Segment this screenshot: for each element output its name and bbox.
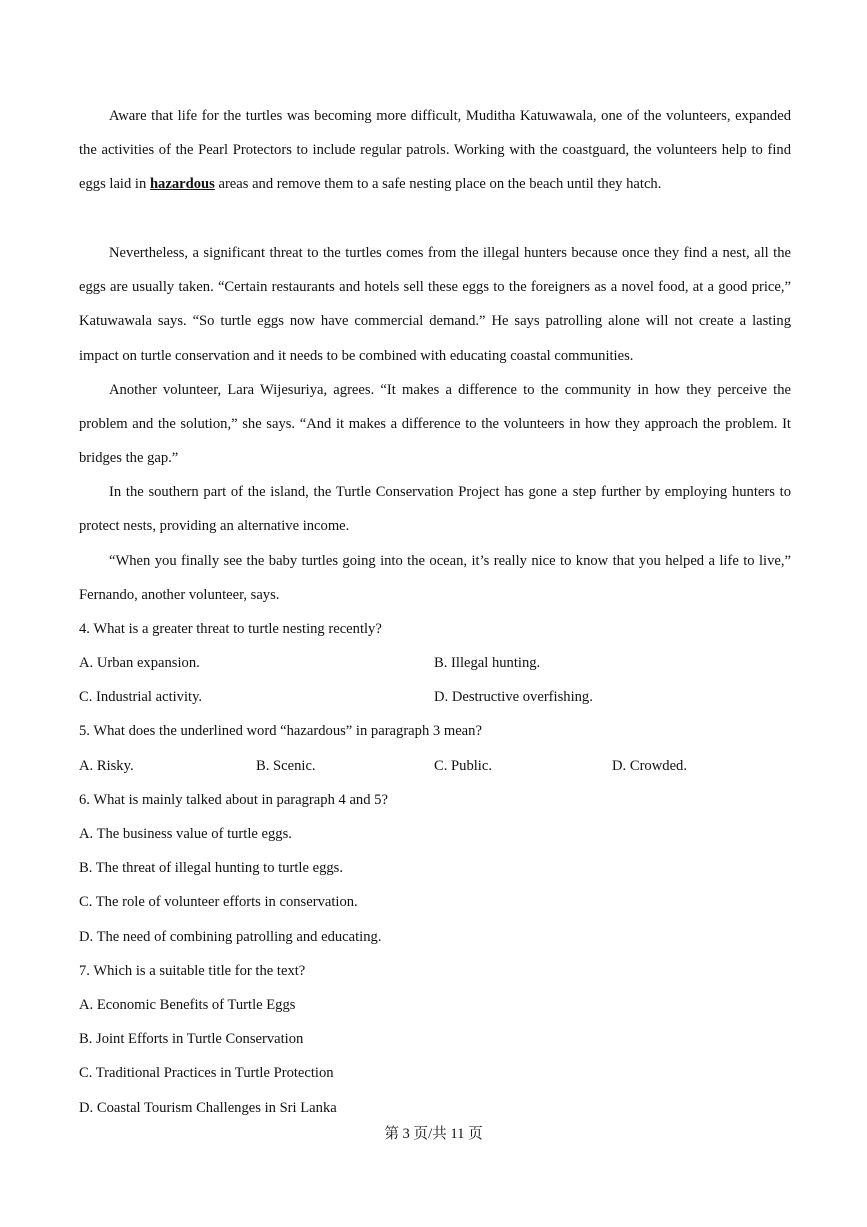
question-5-stem: 5. What does the underlined word “hazardous” in paragraph 3 mean? xyxy=(79,723,482,739)
question-4-option-d[interactable]: D. Destructive overfishing. xyxy=(434,689,593,705)
question-6-option-c[interactable]: C. The role of volunteer efforts in conservation. xyxy=(79,894,358,910)
question-4-option-a[interactable]: A. Urban expansion. xyxy=(79,655,200,671)
question-7-option-d[interactable]: D. Coastal Tourism Challenges in Sri Lanka xyxy=(79,1100,337,1116)
paragraph-1-text-start: Aware that life for the turtles was becoming more difficult, Muditha Katuwawala, one of the volunteers, expanded the activities of the Pearl Protectors to include regular patrols. Working with the coastguard, the volunteers help to find eggs laid in xyxy=(79,108,791,193)
paragraph-3: Another volunteer, Lara Wijesuriya, agrees. “It makes a difference to the community in how they perceive the problem and the solution,” she says. “And it makes a difference to the volunteers in how they approach the problem. It bridges the gap.” xyxy=(79,382,791,467)
question-7-option-b[interactable]: B. Joint Efforts in Turtle Conservation xyxy=(79,1031,304,1047)
paragraph-4: In the southern part of the island, the Turtle Conservation Project has gone a step further by employing hunters to protect nests, providing an alternative income. xyxy=(79,484,791,535)
question-6-option-a[interactable]: A. The business value of turtle eggs. xyxy=(79,826,292,842)
question-7-option-c[interactable]: C. Traditional Practices in Turtle Protection xyxy=(79,1065,334,1081)
question-5-option-b[interactable]: B. Scenic. xyxy=(256,758,316,774)
question-7-option-a[interactable]: A. Economic Benefits of Turtle Eggs xyxy=(79,997,296,1013)
question-6-option-d[interactable]: D. The need of combining patrolling and educating. xyxy=(79,929,382,945)
paragraph-1 xyxy=(79,99,791,202)
question-5-option-d[interactable]: D. Crowded. xyxy=(612,758,687,774)
question-4-option-c[interactable]: C. Industrial activity. xyxy=(79,689,203,705)
question-5-option-a[interactable]: A. Risky. xyxy=(79,758,134,774)
question-6-stem: 6. What is mainly talked about in paragraph 4 and 5? xyxy=(79,792,388,808)
page-footer: 第 3 页/共 11 页 xyxy=(384,1126,483,1142)
paragraph-1-text-end: areas and remove them to a safe nesting place on the beach until they hatch. xyxy=(214,176,662,193)
paragraph-2: Nevertheless, a significant threat to the turtles comes from the illegal hunters because once they find a nest, all the eggs are usually taken. “Certain restaurants and hotels sell these eggs to the foreigners as a novel food, at a good price,” Katuwawala says. “So turtle eggs now have commercial demand.” He says patrolling alone will not create a lasting impact on turtle conservation and it needs to be combined with educating coastal communities. xyxy=(79,245,791,364)
question-4-option-b[interactable]: B. Illegal hunting. xyxy=(434,655,541,671)
question-4-stem: 4. What is a greater threat to turtle nesting recently? xyxy=(79,621,382,637)
question-5-option-c[interactable]: C. Public. xyxy=(434,758,492,774)
question-6-option-b[interactable]: B. The threat of illegal hunting to turtle eggs. xyxy=(79,860,343,876)
underlined-keyword: hazardous xyxy=(149,176,215,193)
question-7-stem: 7. Which is a suitable title for the text? xyxy=(79,963,306,979)
paragraph-5: “When you finally see the baby turtles going into the ocean, it’s really nice to know that you helped a life to live,” Fernando, another volunteer, says. xyxy=(79,553,791,604)
